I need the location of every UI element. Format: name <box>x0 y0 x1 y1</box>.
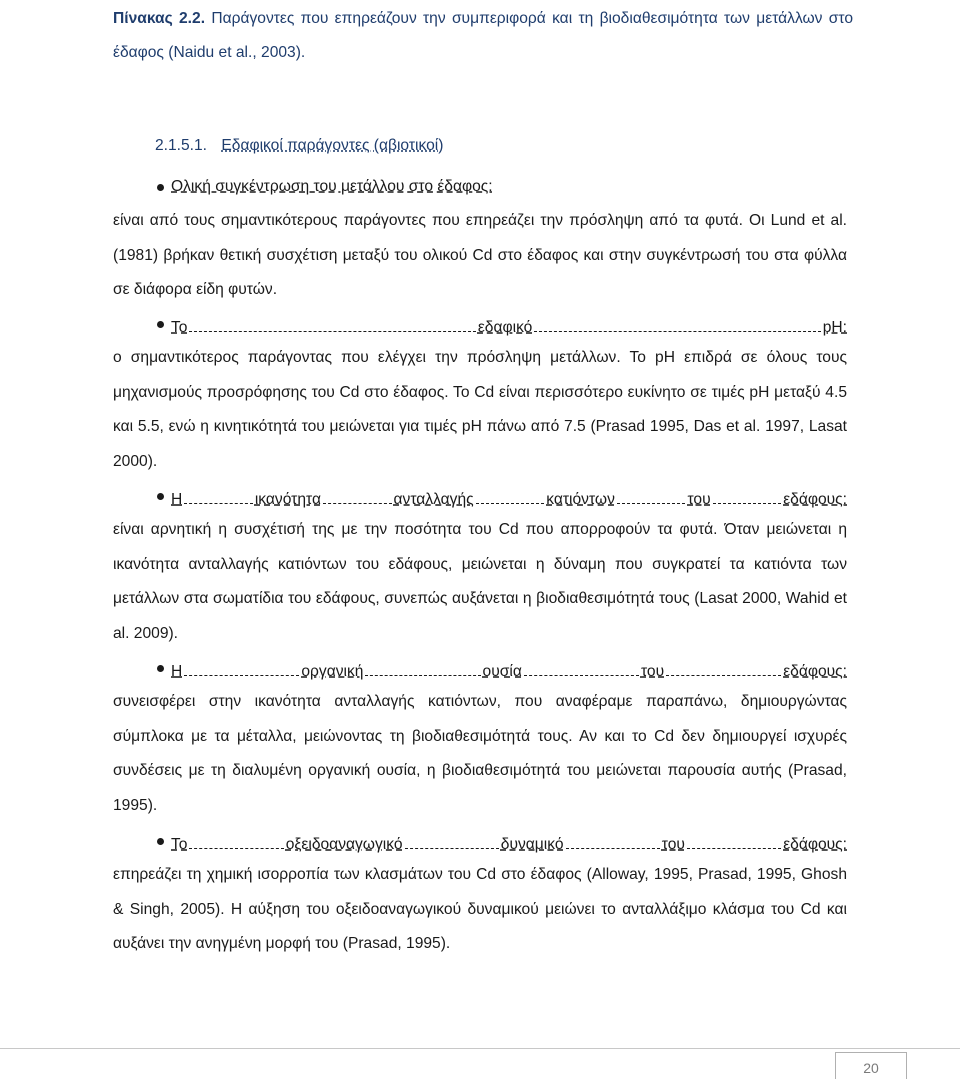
factor-heading-word: εδάφους: <box>783 663 847 680</box>
dashed-gap <box>713 479 782 504</box>
factor-body <box>113 341 847 479</box>
factor-body <box>113 204 847 308</box>
section-title: Εδαφικοί παράγοντες (αβιοτικοί) <box>221 137 444 154</box>
dashed-gap <box>666 651 781 676</box>
dashed-gap <box>534 307 820 332</box>
factor-heading-word: ουσία <box>482 663 522 680</box>
dashed-gap <box>405 824 499 849</box>
factor-heading-word: εδάφους: <box>783 491 847 508</box>
factor-item-soil-ph <box>113 307 847 479</box>
table-caption <box>113 2 853 70</box>
dashed-gap <box>365 651 480 676</box>
factor-heading-row <box>113 824 847 858</box>
bullet-icon <box>157 838 164 845</box>
factor-heading-word: Η <box>171 491 183 508</box>
factor-body-text: συνεισφέρει στην ικανότητα ανταλλαγής κατιόντων, που αναφέραμε παραπάνω, δημιουργώντας σύμπλοκα με τα μέταλλα, μειώνοντας τη βιοδιαθεσιμότητά τους. Αν και το Cd δεν δημιουργεί ισχυρές συνδέσεις με τη διαλυμένη οργανική ουσία, η βιοδιαθεσιμότητά του μειώνεται παρουσία αυτής (Prasad, 1995). <box>113 693 847 814</box>
factor-heading-word: οξειδοαναγωγικό <box>285 836 403 853</box>
factor-heading-word: pH: <box>822 319 847 336</box>
factor-body-text: ο σημαντικότερος παράγοντας που ελέγχει την πρόσληψη μετάλλων. Το pH επιδρά σε όλους τους μηχανισμούς προσρόφησης του Cd στο έδαφος. Το Cd είναι περισσότερο ευκίνητο σε τιμές pH μεταξύ 4.5 και 5.5, ενώ η κινητικότητά του μειώνεται για τιμές pH πάνω από 7.5 (Prasad 1995, Das et al. 1997, Lasat 2000). <box>113 349 847 470</box>
dashed-gap <box>323 479 392 504</box>
dashed-gap <box>566 824 660 849</box>
dashed-gap <box>184 479 253 504</box>
factor-heading-text: Ολική συγκέντρωση του μετάλλου στο έδαφος: <box>171 178 493 195</box>
factor-body <box>113 685 847 823</box>
factor-heading-word: Το <box>171 836 188 853</box>
factor-heading-word: του <box>661 836 685 853</box>
dashed-gap <box>184 651 299 676</box>
factor-heading-row <box>113 479 847 513</box>
factor-heading-word: Το <box>171 319 188 336</box>
factor-heading-word: ικανότητα <box>254 491 321 508</box>
bullet-icon <box>157 665 164 672</box>
dashed-gap <box>189 824 283 849</box>
factor-heading-word: ανταλλαγής <box>393 491 474 508</box>
factor-item-cation-exchange <box>113 479 847 651</box>
factor-item-total-concentration <box>113 170 847 308</box>
dashed-gap <box>524 651 639 676</box>
factor-body <box>113 513 847 651</box>
bullet-icon <box>157 184 164 191</box>
section-heading <box>155 132 443 160</box>
factor-heading-word: Η <box>171 663 183 680</box>
dashed-gap <box>687 824 781 849</box>
factor-heading-word: του <box>687 491 711 508</box>
factor-body-text: είναι αρνητική η συσχέτισή της με την ποσότητα του Cd που απορροφούν τα φυτά. Όταν μειώνεται η ικανότητα ανταλλαγής κατιόντων του εδάφους, μειώνεται η δύναμη που συγκρατεί τα κατιόντα των μετάλλων στα σωματίδια του εδάφους, συνεπώς αυξάνεται η βιοδιαθεσιμότητά τους (Lasat 2000, Wahid et al. 2009). <box>113 521 847 642</box>
dashed-gap <box>476 479 545 504</box>
caption-label: Πίνακας 2.2. <box>113 10 206 27</box>
factor-heading-word: εδάφους: <box>783 836 848 853</box>
factor-item-organic-matter <box>113 651 847 823</box>
footer-divider <box>0 1048 960 1049</box>
caption-text: Παράγοντες που επηρεάζουν την συμπεριφορά και τη βιοδιαθεσιμότητα των μετάλλων στο έδαφος (Naidu et al., 2003). <box>113 10 853 61</box>
factor-heading-row <box>113 651 847 685</box>
factor-item-redox-potential <box>113 824 847 962</box>
factor-body-text: είναι από τους σημαντικότερους παράγοντες που επηρεάζει την πρόσληψη από τα φυτά. Οι Lund et al. (1981) βρήκαν θετική συσχέτιση μεταξύ του ολικού Cd στο έδαφος και στην συγκέντρωσή του στα φύλλα σε διάφορα είδη φυτών. <box>113 212 847 298</box>
factor-body-text: επηρεάζει τη χημική ισορροπία των κλασμάτων του Cd στο έδαφος (Alloway, 1995, Prasad, 1995, Ghosh & Singh, 2005). Η αύξηση του οξειδοαναγωγικού δυναμικού μειώνει το ανταλλάξιμο κλάσμα του Cd και αυξάνει την ανηγμένη μορφή του (Prasad, 1995). <box>113 866 847 952</box>
bullet-icon <box>157 321 164 328</box>
dashed-gap <box>617 479 686 504</box>
factor-heading-word: εδαφικό <box>477 319 533 336</box>
factor-heading-word: οργανική <box>301 663 364 680</box>
factor-heading-word: κατιόντων <box>546 491 615 508</box>
bullet-icon <box>157 493 164 500</box>
factor-heading-row <box>113 307 847 341</box>
factor-heading-word: δυναμικό <box>500 836 564 853</box>
page-number: 20 <box>835 1052 907 1079</box>
factor-heading-row <box>113 170 847 204</box>
dashed-gap <box>189 307 475 332</box>
section-number: 2.1.5.1. <box>155 137 208 154</box>
factor-heading-word: του <box>640 663 665 680</box>
factor-body <box>113 858 847 962</box>
